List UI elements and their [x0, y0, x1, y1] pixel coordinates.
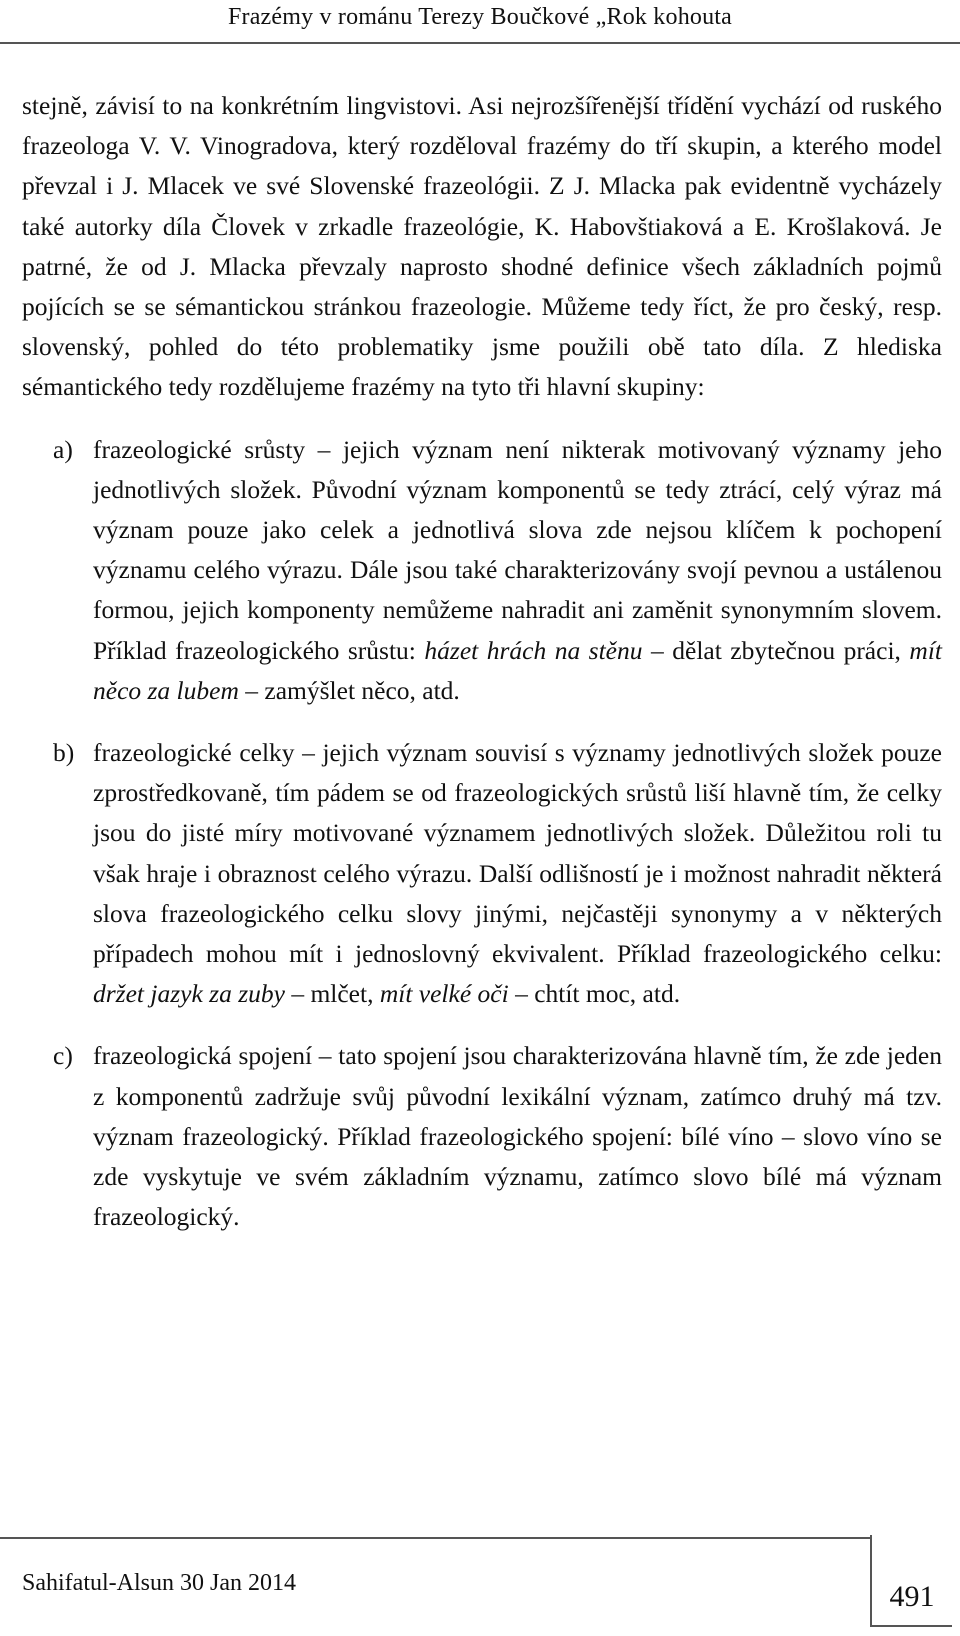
intro-paragraph: stejně, závisí to na konkrétním lingvistovi. Asi nejrozšířenější třídění vychází od ruského frazeologa V. V. Vinogradova, který rozděloval frazémy do tří skupin, a kterého model převzal i J. Mlacek ve své Slovenské frazeológii. Z J. Mlacka pak evidentně vycházely také autorky díla Človek v zrkadle frazeológie, K. Habovštiaková a E. Krošlaková. Je patrné, že od J. Mlacka převzaly naprosto shodné definice všech základních pojmů pojících se se sémantickou stránkou frazeologie. Můžeme tedy říct, že pro český, resp. slovenský, pohled do této problematiky jsme použili obě tato díla. Z hlediska sémantického tedy rozdělujeme frazémy na tyto tři hlavní skupiny: — [22, 91, 942, 402]
list-marker-b: b) — [53, 738, 75, 768]
item-b-example-1: držet jazyk za zuby — [93, 979, 285, 1009]
item-b-text: frazeologické celky – jejich význam souvisí s významy jednotlivých složek pouze zprostředkovaně, tím pádem se od frazeologických srůstů liší hlavně tím, že celky jsou do jisté míry motivované významem jednotlivých složek. Důležitou roli tu však hraje i obraznost celého výrazu. Další odlišností je i možnost nahradit některá slova frazeologického celku slovy jinými, nejčastěji synonymy a v některých případech mohou mít i jednoslovný ekvivalent. Příklad frazeologického celku: — [93, 738, 942, 969]
item-b-gloss-1: – mlčet, — [284, 979, 380, 1009]
page-number-box — [870, 1535, 952, 1627]
item-b-gloss-2: – chtít moc, atd. — [508, 979, 681, 1009]
item-b-example-2: mít velké oči — [379, 979, 509, 1009]
list-item-a — [22, 430, 942, 711]
footer-rule — [0, 1537, 870, 1539]
header-rule — [0, 42, 960, 44]
body-text — [22, 86, 942, 1237]
journal-citation: Sahifatul-Alsun 30 Jan 2014 — [22, 1570, 296, 1596]
item-a-example-1: házet hrách na stěnu — [424, 635, 643, 665]
page-number: 491 — [889, 1580, 935, 1613]
list-marker-a: a) — [53, 434, 73, 464]
running-title: Frazémy v románu Terezy Boučkové „Rok kohouta — [227, 4, 733, 30]
list-item-c — [22, 1036, 942, 1237]
item-a-gloss-2: – zamýšlet něco, atd. — [238, 675, 460, 705]
running-header — [0, 0, 960, 44]
item-a-example-2: mít něco za lubem — [93, 635, 942, 705]
item-c-text: frazeologická spojení – tato spojení jsou charakterizována hlavně tím, že zde jeden z komponentů zadržuje svůj původní lexikální význam, zatímco druhý má tzv. význam frazeologický. Příklad frazeologického spojení: bílé víno – slovo víno se zde vyskytuje ve svém základním významu, zatímco slovo bílé má význam frazeologický. — [93, 1041, 942, 1232]
item-a-text: frazeologické srůsty – jejich význam není nikterak motivovaný významy jeho jednotlivých složek. Původní význam komponentů se tedy ztrácí, celý výraz má význam pouze jako celek a jednotlivá slova zde nejsou klíčem k pochopení významu celého výrazu. Dále jsou také charakterizovány svojí pevnou a ustálenou formou, jejich komponenty nemůžeme nahradit ani zaměnit synonymním slovem. Příklad frazeologického srůstu: — [93, 434, 942, 665]
classification-list — [22, 430, 942, 1238]
list-item-b — [22, 733, 942, 1014]
item-a-gloss-1: – dělat zbytečnou práci, — [642, 635, 910, 665]
list-marker-c: c) — [53, 1041, 73, 1071]
